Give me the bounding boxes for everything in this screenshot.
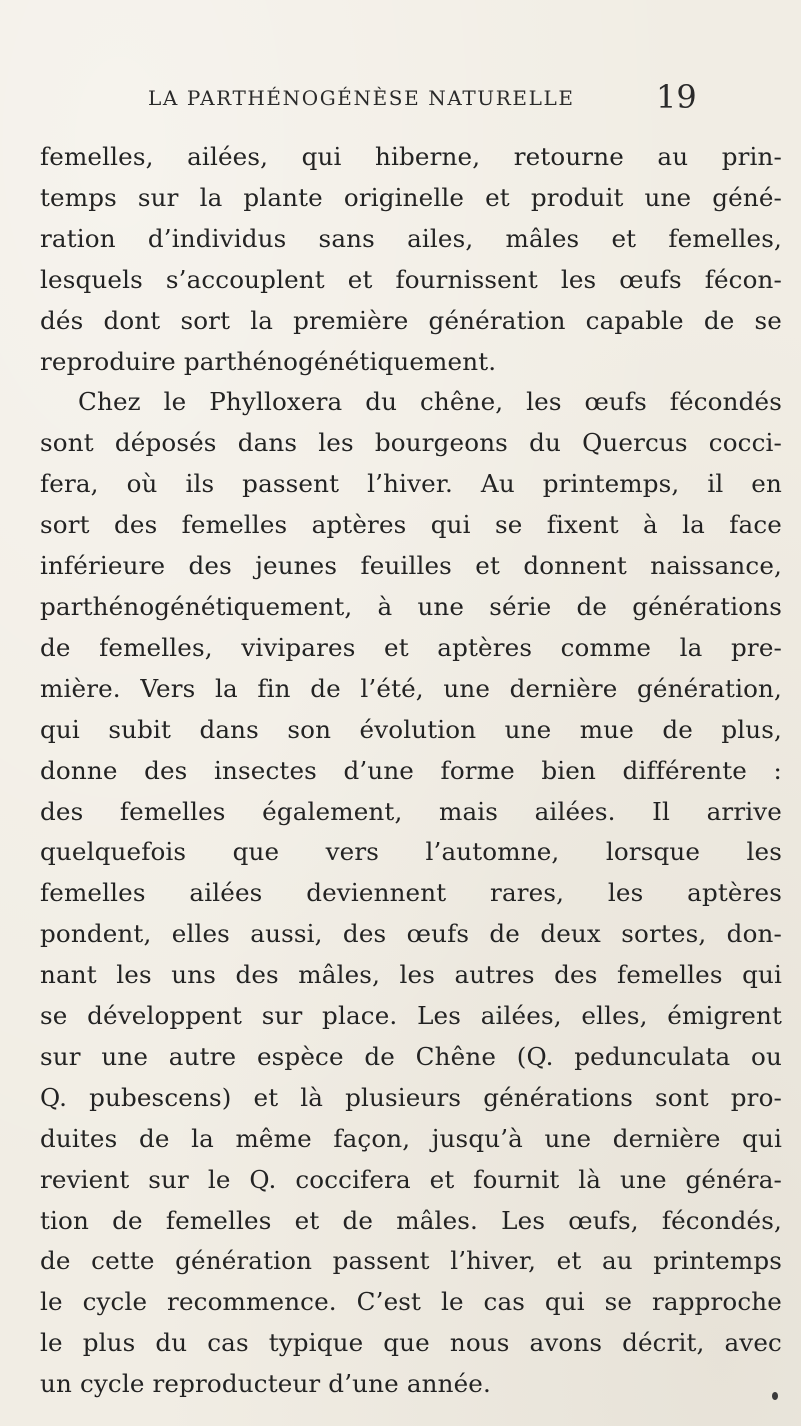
- text-line: donne des insectes d’une forme bien différente :: [40, 755, 782, 785]
- body-text: [40, 137, 782, 1405]
- text-line: inférieure des jeunes feuilles et donnent naissance,: [40, 551, 782, 581]
- text-line: sort des femelles aptères qui se fixent à la face: [40, 510, 782, 540]
- text-line: qui subit dans son évolution une mue de plus,: [40, 714, 782, 744]
- text-line: mière. Vers la fin de l’été, une dernière génération,: [40, 673, 782, 703]
- text-line: revient sur le Q. coccifera et fournit là une généra-: [40, 1164, 782, 1194]
- text-line: parthénogénétiquement, à une série de générations: [40, 591, 782, 621]
- text-line: un cycle reproducteur d’une année.: [40, 1369, 491, 1399]
- text-line: des femelles également, mais ailées. Il arrive: [40, 796, 782, 826]
- text-line: femelles ailées deviennent rares, les aptères: [40, 878, 782, 908]
- text-line: de cette génération passent l’hiver, et au printemps: [40, 1246, 782, 1276]
- text-line: temps sur la plante originelle et produit une géné-: [40, 182, 782, 212]
- running-title: LA PARTHÉNOGÉNÈSE NATURELLE: [148, 86, 575, 110]
- text-line: tion de femelles et de mâles. Les œufs, fécondés,: [40, 1205, 782, 1235]
- text-line: dés dont sort la première génération capable de se: [40, 305, 782, 335]
- text-line: femelles, ailées, qui hiberne, retourne au prin-: [40, 142, 782, 171]
- text-line: sont déposés dans les bourgeons du Quercus cocci-: [40, 428, 782, 458]
- text-line: lesquels s’accouplent et fournissent les œufs fécon-: [40, 264, 782, 294]
- text-line: se développent sur place. Les ailées, elles, émigrent: [40, 1001, 782, 1031]
- text-line: quelquefois que vers l’automne, lorsque les: [40, 837, 782, 867]
- text-line: duites de la même façon, jusqu’à une dernière qui: [40, 1123, 782, 1153]
- text-line: de femelles, vivipares et aptères comme la pre-: [40, 632, 782, 662]
- text-line: Chez le Phylloxera du chêne, les œufs fécondés: [78, 387, 782, 417]
- text-line: le plus du cas typique que nous avons décrit, avec: [40, 1328, 782, 1358]
- text-line: le cycle recommence. C’est le cas qui se rapproche: [40, 1287, 782, 1317]
- text-line: ration d’individus sans ailes, mâles et femelles,: [40, 223, 782, 253]
- text-line: pondent, elles aussi, des œufs de deux sortes, don-: [40, 919, 782, 949]
- text-line: nant les uns des mâles, les autres des femelles qui: [40, 960, 782, 990]
- text-line: fera, où ils passent l’hiver. Au printemps, il en: [40, 469, 782, 499]
- text-line: Q. pubescens) et là plusieurs générations sont pro-: [40, 1082, 782, 1112]
- text-line: sur une autre espèce de Chêne (Q. pedunculata ou: [40, 1041, 782, 1071]
- page-number: 19: [656, 78, 697, 116]
- ink-speck: [772, 1392, 778, 1400]
- text-line: reproduire parthénogénétiquement.: [40, 346, 497, 376]
